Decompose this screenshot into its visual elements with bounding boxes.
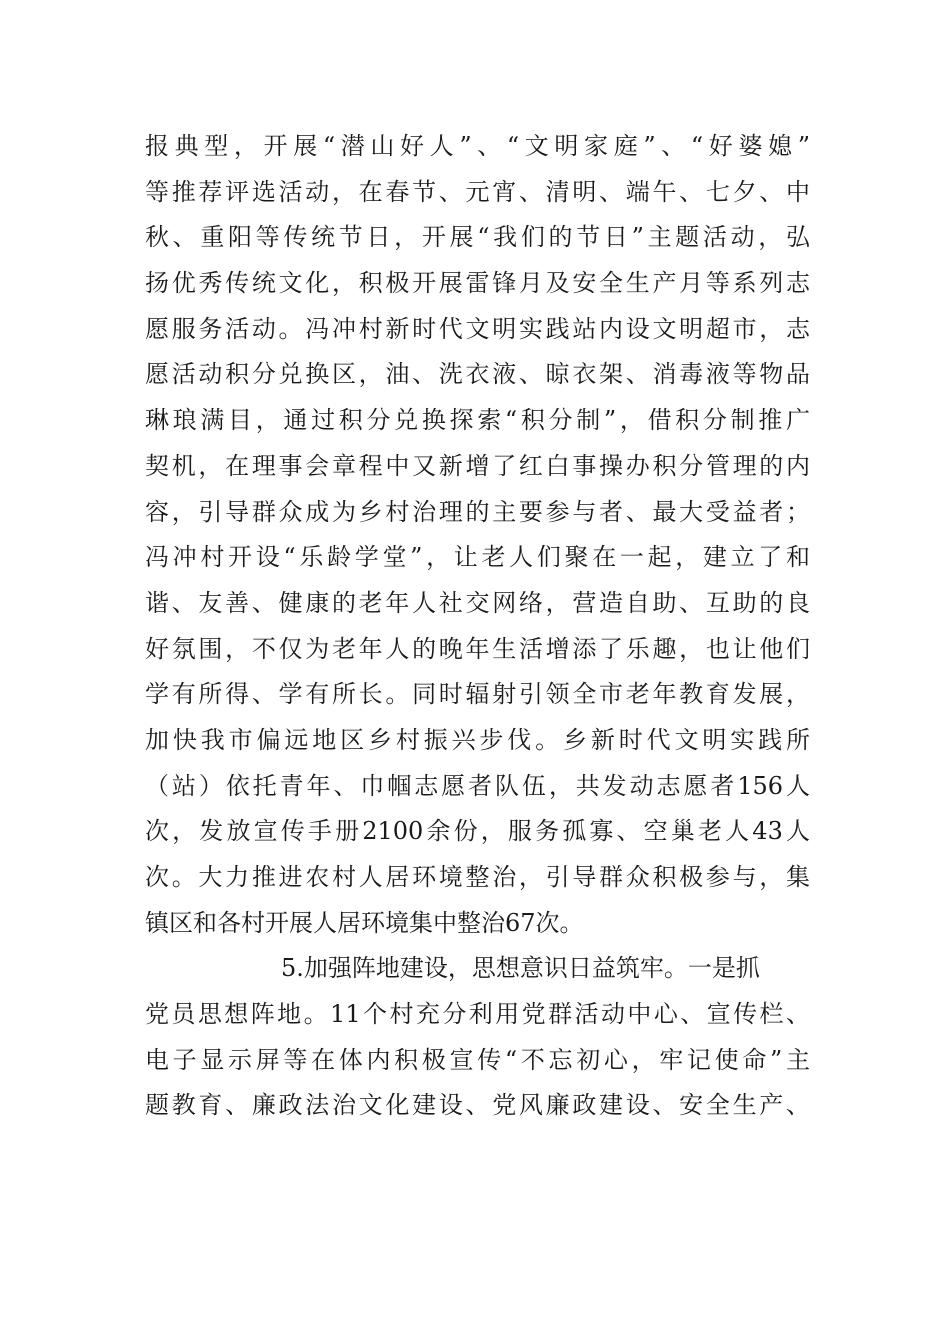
text-line: 冯冲村开设“乐龄学堂”，让老人们聚在一起，建立了和 (145, 543, 810, 572)
text-line: 扬优秀传统文化，积极开展雷锋月及安全生产月等系列志 (145, 269, 810, 298)
text-line: 愿活动积分兑换区，油、洗衣液、晾衣架、消毒液等物品 (145, 360, 810, 389)
section-heading-line: 5.加强阵地建设，思想意识日益筑牢。一是抓 (281, 954, 760, 983)
text-line: 愿服务活动。冯冲村新时代文明实践站内设文明超市，志 (145, 314, 810, 343)
text-line: 镇区和各村开展人居环境集中整治67次。 (145, 908, 584, 937)
text-line: 题教育、廉政法治文化建设、党风廉政建设、安全生产、 (145, 1091, 810, 1120)
text-line: 好氛围，不仅为老年人的晚年生活增添了乐趣，也让他们 (145, 634, 810, 663)
text-line: 谐、友善、健康的老年人社交网络，营造自助、互助的良 (145, 588, 810, 617)
text-line: 契机，在理事会章程中又新增了红白事操办积分管理的内 (145, 451, 810, 480)
text-line: 次，发放宣传手册2100余份，服务孤寡、空巢老人43人 (145, 817, 810, 846)
text-line: 秋、重阳等传统节日，开展“我们的节日”主题活动，弘 (145, 223, 810, 252)
text-line: 学有所得、学有所长。同时辐射引领全市老年教育发展， (145, 680, 810, 709)
text-line: 琳琅满目，通过积分兑换探索“积分制”，借积分制推广 (145, 406, 810, 435)
text-line: 电子显示屏等在体内积极宣传“不忘初心，牢记使命”主 (145, 1045, 810, 1074)
text-line: 报典型，开展“潜山好人”、“文明家庭”、“好婆媳” (145, 132, 810, 160)
text-line: 等推荐评选活动，在春节、元宵、清明、端午、七夕、中 (145, 177, 810, 206)
text-line: 党员思想阵地。11个村充分利用党群活动中心、宣传栏、 (145, 1000, 810, 1029)
text-line: 加快我市偏远地区乡村振兴步伐。乡新时代文明实践所 (145, 725, 810, 754)
body-text (145, 124, 810, 1129)
text-line: 容，引导群众成为乡村治理的主要参与者、最大受益者； (145, 497, 810, 526)
text-line: 次。大力推进农村人居环境整治，引导群众积极参与，集 (145, 863, 810, 891)
text-line: （站）依托青年、巾帼志愿者队伍，共发动志愿者156人 (145, 771, 810, 800)
